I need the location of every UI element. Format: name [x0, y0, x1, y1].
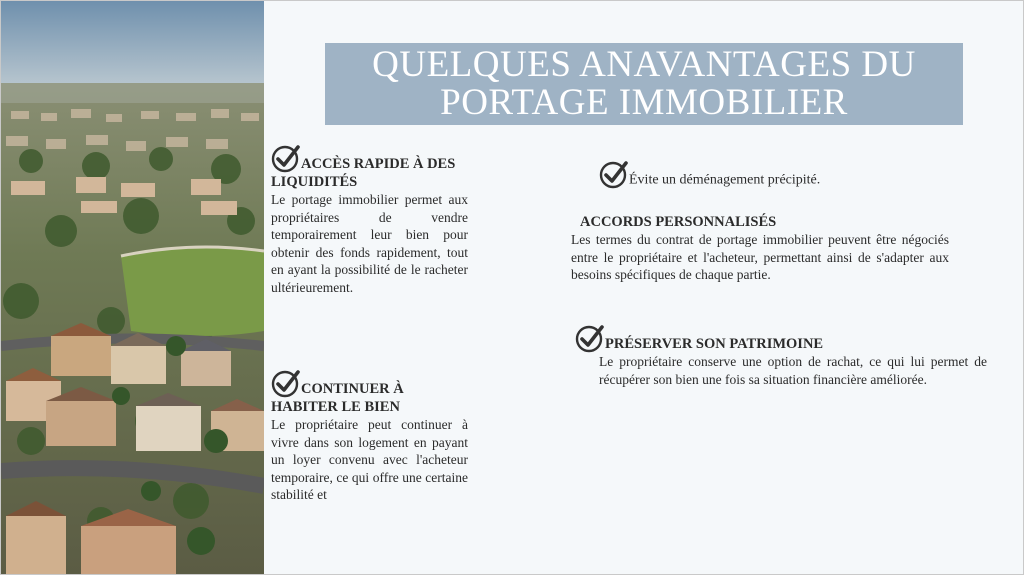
checkmark-circle-icon [271, 143, 301, 173]
section-heading [271, 368, 468, 416]
section-heading: ACCORDS PERSONNALISÉS [580, 214, 777, 230]
section-demenagement [599, 159, 899, 189]
section-line [599, 159, 899, 189]
checkmark-circle-icon [599, 159, 629, 189]
section-body: Le portage immobilier permet aux propriétaires de vendre temporairement leur bien pour obtenir des fonds rapidement, tout en ayant la possibilité de le racheter ultérieurement. [271, 192, 468, 295]
section-accords [571, 213, 949, 284]
title-banner [325, 43, 963, 125]
demenagement-text: Évite un déménagement précipité. [629, 172, 821, 188]
section-continuer [271, 368, 468, 504]
page-title: QUELQUES ANAVANTAGES DU PORTAGE IMMOBILIER [372, 44, 916, 123]
section-patrimoine [575, 323, 987, 388]
checkmark-circle-icon [575, 323, 605, 353]
aerial-neighborhood-photo [1, 1, 264, 574]
section-body: Le propriétaire peut continuer à vivre dans son logement en payant un loyer convenu avec l'acheteur temporaire, ce qui offre une certaine stabilité et [271, 417, 468, 503]
section-acces-rapide [271, 143, 468, 297]
section-body: Le propriétaire conserve une option de rachat, ce qui lui permet de récupérer son bien une fois sa situation financière améliorée. [599, 354, 987, 387]
patrimoine-heading-text: PRÉSERVER SON PATRIMOINE [605, 336, 824, 352]
section-body: Les termes du contrat de portage immobilier peuvent être négociés entre le propriétaire et l'acheteur, permettant ainsi de s'adapter aux besoins spécifiques de chaque partie. [571, 232, 949, 283]
section-heading [271, 143, 468, 191]
continuer-heading-text: CONTINUER À HABITER LE BIEN [271, 381, 404, 415]
acces-heading-text: ACCÈS RAPIDE À DES LIQUIDITÉS [271, 156, 456, 190]
checkmark-circle-icon [271, 368, 301, 398]
section-heading [575, 323, 987, 353]
